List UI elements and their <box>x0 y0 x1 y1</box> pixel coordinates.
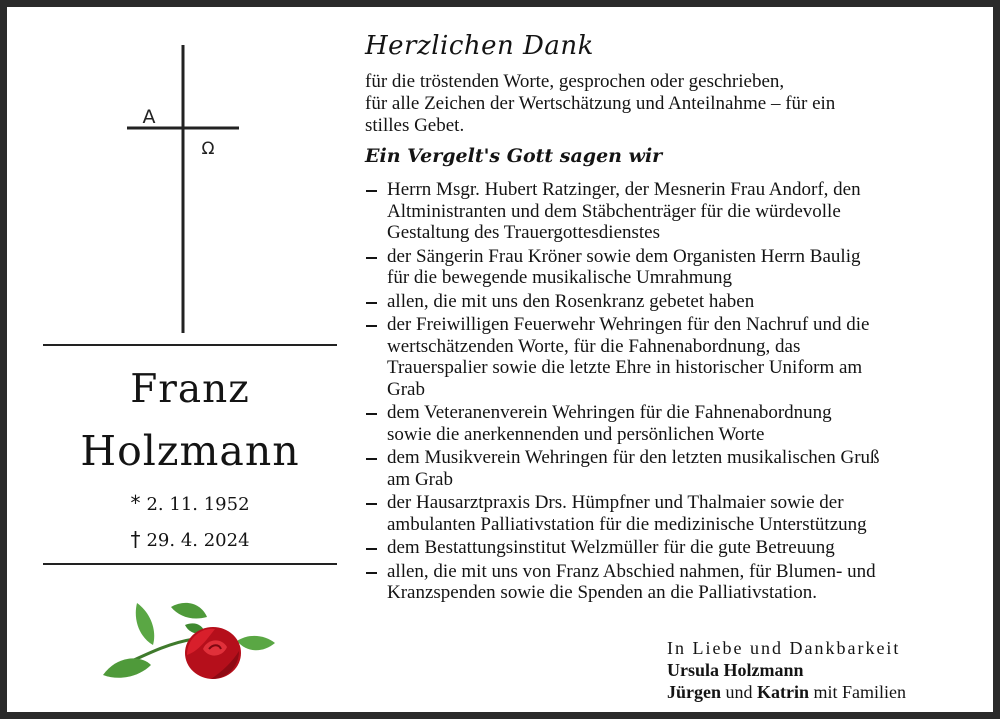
intro-line: stilles Gebet. <box>365 115 465 136</box>
heading: Herzlichen Dank <box>365 31 594 61</box>
alpha-letter: A <box>142 106 156 128</box>
death-date-line <box>43 527 337 551</box>
thanks-item-line: der Sängerin Frau Kröner sowie dem Organisten Herrn Baulig <box>387 245 861 267</box>
thanks-item <box>365 291 965 313</box>
closing-line: In Liebe und Dankbarkeit <box>667 638 901 658</box>
thanks-item-line: ambulanten Palliativstation für die medizinische Unterstützung <box>387 513 867 535</box>
leaf-top <box>171 603 207 619</box>
thanks-item-line: Grab <box>387 378 425 400</box>
leaf-right <box>237 636 275 650</box>
divider-top <box>43 344 337 346</box>
intro-line: für alle Zeichen der Wertschätzung und Anteilnahme – für ein <box>365 93 836 114</box>
thanks-item <box>365 246 965 289</box>
thanks-item-line: allen, die mit uns den Rosenkranz gebetet haben <box>387 290 755 312</box>
deceased-first-name: Franz <box>130 367 250 412</box>
thanks-item <box>365 179 965 244</box>
signer-name-juergen: Jürgen <box>667 682 721 702</box>
thanks-item <box>365 447 965 490</box>
thanks-item <box>365 537 965 559</box>
signer-name-1: Ursula Holzmann <box>667 660 804 680</box>
omega-letter: Ω <box>201 139 215 159</box>
thanks-item-line: dem Veteranenverein Wehringen für die Fahnenabordnung <box>387 402 832 423</box>
thanks-list <box>365 179 965 606</box>
birth-date-line <box>43 491 337 515</box>
dagger-icon: † <box>130 527 141 551</box>
signature-block <box>667 637 906 703</box>
thanks-item-line: Gestaltung des Trauergottesdienstes <box>387 222 661 243</box>
thanks-item <box>365 402 965 445</box>
thanks-item-line: für die bewegende musikalische Umrahmung <box>387 267 733 288</box>
thanks-item-line: dem Bestattungsinstitut Welzmüller für die gute Betreuung <box>387 537 835 558</box>
birth-star-icon: * <box>130 491 141 515</box>
cross-icon <box>107 37 257 337</box>
signer-with-families: mit Familien <box>813 682 906 702</box>
thanks-item-line: Altministranten und dem Stäbchenträger für die würdevolle <box>387 200 841 222</box>
thanks-item-line: Herrn Msgr. Hubert Ratzinger, der Mesnerin Frau Andorf, den <box>387 179 861 200</box>
death-date: 29. 4. 2024 <box>146 530 250 551</box>
divider-bottom <box>43 563 337 565</box>
intro-line: für die tröstenden Worte, gesprochen oder geschrieben, <box>365 71 785 92</box>
signer-line-2 <box>667 681 906 703</box>
thanks-item-line: der Freiwilligen Feuerwehr Wehringen für den Nachruf und die <box>387 314 870 335</box>
leaf-left-top <box>136 603 154 645</box>
thanks-item-line: Kranzspenden sowie die Spenden an die Palliativstation. <box>387 582 818 603</box>
intro-text <box>365 71 965 137</box>
thanks-item-line: sowie die anerkennenden und persönlichen Worte <box>387 423 765 445</box>
signer-name-katrin: Katrin <box>757 682 809 702</box>
birth-date: 2. 11. 1952 <box>146 494 250 515</box>
thanks-item-line: am Grab <box>387 468 453 490</box>
leaf-left-bottom <box>103 658 151 677</box>
thanks-item-line: Trauerspalier sowie die letzte Ehre in historischer Uniform am <box>387 357 863 378</box>
thanks-item-line: dem Musikverein Wehringen für den letzten musikalischen Gruß <box>387 447 880 468</box>
subheading: Ein Vergelt's Gott sagen wir <box>365 145 663 167</box>
thanks-item <box>365 314 965 400</box>
signer-and: und <box>725 682 753 702</box>
thanks-item-line: der Hausarztpraxis Drs. Hümpfner und Thalmaier sowie der <box>387 492 844 513</box>
rose-icon <box>99 595 279 690</box>
deceased-last-name: Holzmann <box>80 427 300 475</box>
thanks-item-line: allen, die mit uns von Franz Abschied nahmen, für Blumen- und <box>387 560 876 582</box>
thanks-item-line: wertschätzenden Worte, für die Fahnenabordnung, das <box>387 335 801 357</box>
thanks-item <box>365 561 965 604</box>
thanks-item <box>365 492 965 535</box>
